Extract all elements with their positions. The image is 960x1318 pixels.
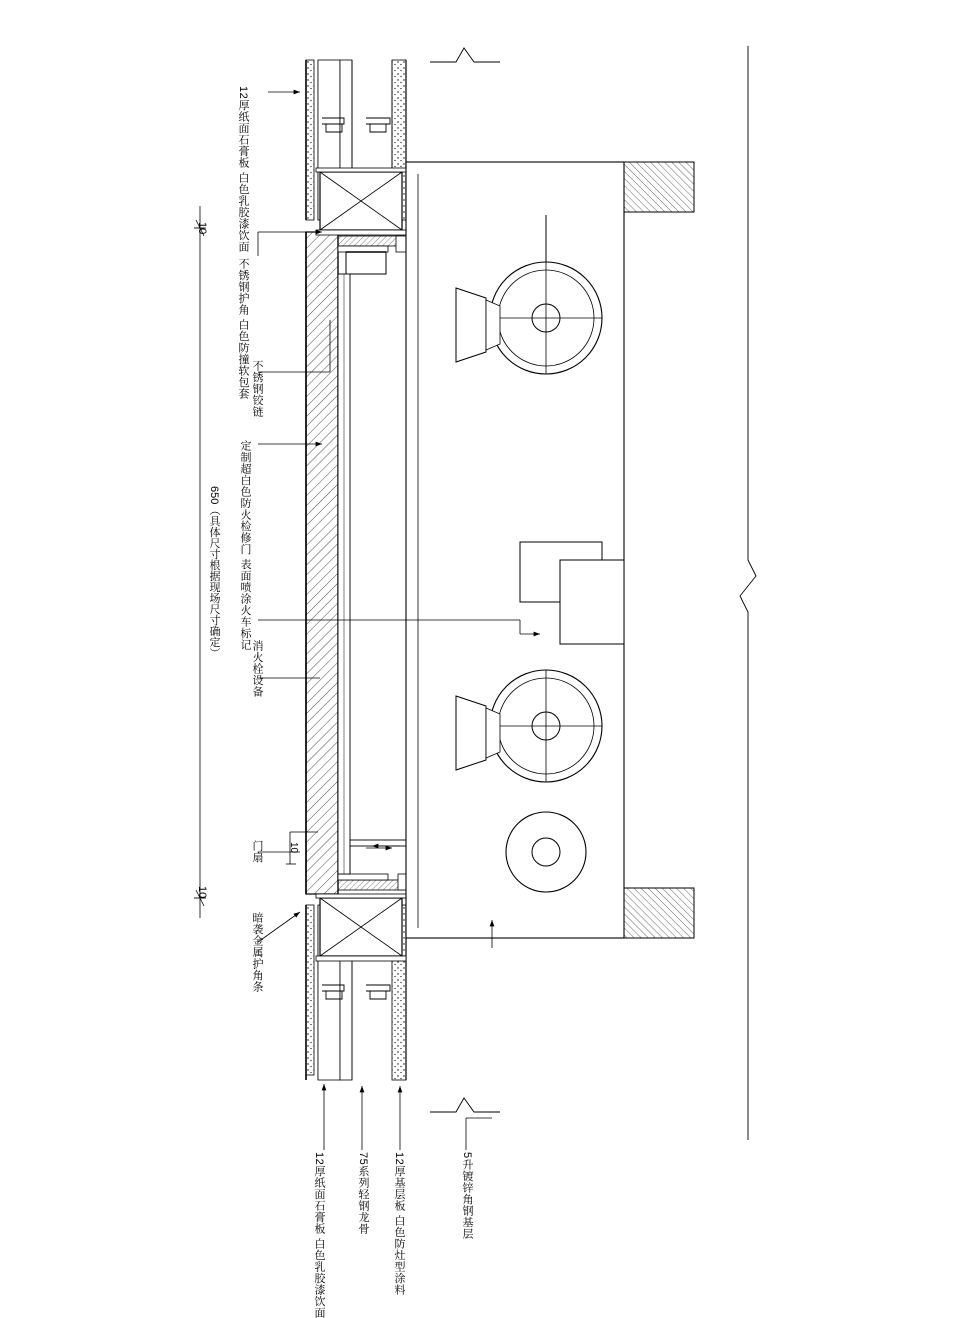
door-frame-hatched bbox=[306, 232, 338, 894]
label-gypsum-top: 12厚纸面石膏板 白色乳胶漆饮面 bbox=[237, 86, 249, 253]
dimension-overall: 650（具体尺寸根据现场尺寸确定） bbox=[208, 486, 220, 659]
label-door-leaf: 门扇 bbox=[251, 840, 263, 863]
label-light-steel-keel: 75系列轻钢龙骨 bbox=[357, 1152, 369, 1235]
label-fire-door: 定制超白色防火检修门 表面喷涂火车标记 bbox=[239, 440, 251, 651]
dimension-bottom-offset: 10 bbox=[196, 886, 208, 899]
label-fire-equipment: 消火栓设备 bbox=[251, 640, 263, 698]
label-gypsum-bottom: 12厚纸面石膏板 白色乳胶漆饮面 bbox=[313, 1152, 325, 1318]
dimension-door-leaf-gap: 10 bbox=[288, 842, 299, 854]
label-hidden-metal-trim: 暗袭金属护角条 bbox=[251, 912, 263, 993]
label-stainless-corner: 不锈钢护角 白色防撞软包套 bbox=[237, 258, 249, 400]
label-stainless-hinge: 不锈钢铰链 bbox=[251, 360, 263, 418]
label-gypsum-base: 12厚基层板 白色防灶型涂料 bbox=[393, 1152, 405, 1296]
label-galvanized-angle: 5升镀锌角钢基层 bbox=[461, 1152, 473, 1240]
dimension-top-offset: 10 bbox=[196, 222, 208, 235]
